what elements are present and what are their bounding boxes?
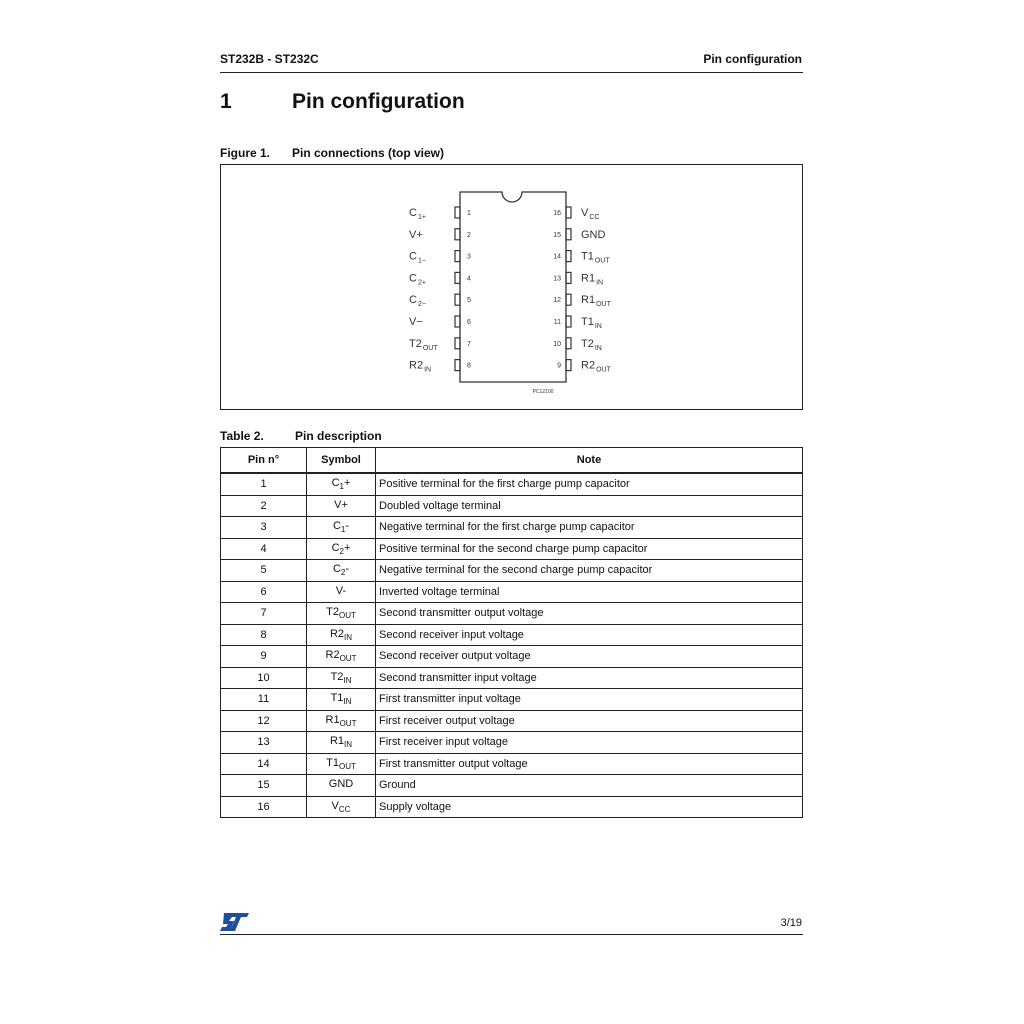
note-cell: First transmitter input voltage	[376, 689, 803, 711]
table-caption	[220, 429, 382, 443]
pin-label	[409, 294, 426, 308]
symbol-subscript: OUT	[339, 654, 357, 664]
note-cell: First transmitter output voltage	[376, 753, 803, 775]
pin-label-base: V−	[409, 316, 423, 328]
symbol-base: C	[332, 520, 341, 533]
symbol-subscript: OUT	[338, 761, 356, 771]
table-row	[221, 517, 803, 539]
pin-label-base: T1	[581, 316, 594, 328]
pin-lead	[455, 229, 460, 240]
pin-lead	[566, 360, 571, 371]
table-row	[221, 796, 803, 818]
pin-lead	[455, 207, 460, 218]
pin-number-cell: 14	[221, 753, 307, 775]
pin-number-cell: 2	[221, 495, 307, 517]
table-row	[221, 646, 803, 668]
table-row	[221, 753, 803, 775]
pin-label-subscript: IN	[424, 366, 432, 374]
pin-label-subscript: OUT	[594, 257, 610, 265]
table-row	[221, 538, 803, 560]
pin-label	[581, 316, 602, 330]
symbol-cell	[307, 517, 376, 539]
pin-number: 7	[467, 340, 471, 348]
pin-number-cell: 9	[221, 646, 307, 668]
symbol-base: C	[331, 541, 340, 554]
pin-number: 5	[467, 297, 471, 305]
pin-label	[409, 360, 431, 374]
pin-number-cell: 1	[221, 473, 307, 495]
note-cell: First receiver output voltage	[376, 710, 803, 732]
symbol-cell	[307, 624, 376, 646]
pin-label-subscript: 1−	[417, 257, 426, 265]
pin-lead	[566, 272, 571, 283]
pin-number: 11	[553, 319, 561, 326]
note-cell: First receiver input voltage	[376, 732, 803, 754]
symbol-subscript: 1	[339, 482, 344, 492]
pin-lead	[566, 229, 571, 240]
table-row	[221, 710, 803, 732]
st-logo-icon	[220, 912, 250, 932]
pin-number-cell: 11	[221, 689, 307, 711]
footer-rule	[220, 934, 803, 935]
note-cell: Second transmitter output voltage	[376, 603, 803, 625]
table-label: Table 2.	[220, 429, 264, 443]
note-cell: Positive terminal for the second charge pump capacitor	[376, 538, 803, 560]
pin-lead	[566, 294, 571, 305]
page-number: 3/19	[780, 917, 802, 929]
pin-label-base: R1	[581, 294, 596, 307]
figure-label: Figure 1.	[220, 146, 271, 160]
note-cell: Negative terminal for the second charge pump capacitor	[376, 560, 803, 582]
pin-number-cell: 5	[221, 560, 307, 582]
pin-label-subscript: IN	[594, 323, 602, 330]
table-row	[221, 775, 803, 797]
pin-number-cell: 16	[221, 796, 307, 818]
pin-label	[409, 251, 426, 265]
table-row	[221, 732, 803, 754]
table-title: Pin description	[295, 429, 382, 443]
symbol-base: T1	[330, 692, 344, 705]
pin-label-subscript: OUT	[422, 344, 438, 352]
pin-label-subscript: OUT	[596, 301, 611, 309]
symbol-suffix: +	[343, 541, 351, 554]
pin-lead	[455, 360, 460, 371]
symbol-base: R1	[329, 735, 345, 748]
pin-label-base: R1	[581, 272, 596, 285]
pin-number: 14	[553, 253, 561, 261]
symbol-subscript: IN	[344, 740, 353, 750]
note-cell: Positive terminal for the first charge pump capacitor	[376, 473, 803, 495]
symbol-base: T2	[326, 606, 339, 619]
pin-number: 13	[553, 275, 561, 283]
symbol-cell	[307, 775, 376, 797]
symbol-cell	[307, 753, 376, 775]
pin-lead	[455, 272, 460, 283]
note-cell: Second receiver output voltage	[376, 646, 803, 668]
note-cell: Second receiver input voltage	[376, 624, 803, 646]
symbol-base: T2	[330, 670, 344, 683]
symbol-subscript: IN	[344, 632, 353, 642]
symbol-base: R2	[329, 627, 345, 640]
symbol-subscript: OUT	[339, 718, 357, 728]
symbol-base: R2	[325, 649, 340, 662]
section-number: 1	[220, 90, 232, 113]
table-row	[221, 689, 803, 711]
note-cell: Supply voltage	[376, 796, 803, 818]
symbol-cell	[307, 603, 376, 625]
symbol-subscript: OUT	[338, 611, 356, 621]
symbol-subscript: 2	[339, 546, 344, 556]
header-note: Note	[376, 448, 803, 474]
note-cell: Inverted voltage terminal	[376, 581, 803, 603]
pin-label-base: T2	[581, 337, 594, 350]
pin-number-cell: 3	[221, 517, 307, 539]
table-row	[221, 667, 803, 689]
pin-number-cell: 4	[221, 538, 307, 560]
pin-label	[581, 272, 603, 286]
table-row	[221, 624, 803, 646]
symbol-subscript: IN	[343, 697, 352, 707]
symbol-subscript: 2	[340, 568, 346, 578]
pin-number: 3	[467, 253, 471, 261]
symbol-base: GND	[328, 778, 354, 791]
pin-label	[581, 360, 612, 374]
pin-label-base: R2	[409, 359, 424, 372]
pin-lead	[455, 294, 460, 305]
pin-label	[409, 229, 423, 241]
pin-label-base: R2	[581, 359, 596, 372]
pin-label	[409, 338, 438, 352]
pin-label-subscript: OUT	[596, 366, 611, 374]
pin-number: 10	[553, 340, 561, 348]
pin-lead	[566, 251, 571, 262]
note-cell: Doubled voltage terminal	[376, 495, 803, 517]
symbol-cell	[307, 689, 376, 711]
note-cell: Negative terminal for the first charge pump capacitor	[376, 517, 803, 539]
pin-label-base: T1	[581, 250, 594, 263]
pin-label	[581, 338, 602, 352]
table-row	[221, 603, 803, 625]
pin-number: 12	[553, 297, 561, 305]
pin-label	[409, 207, 426, 221]
pin-label	[409, 272, 426, 286]
running-header-section: Pin configuration	[703, 52, 802, 66]
symbol-base: C	[331, 477, 340, 490]
pin-label-base: C	[409, 250, 417, 263]
pin-label-subscript: 1+	[417, 214, 426, 221]
symbol-cell	[307, 538, 376, 560]
pin-label-base: V+	[409, 228, 423, 241]
pin-lead	[455, 316, 460, 327]
symbol-base: R1	[325, 713, 340, 726]
symbol-base: V	[331, 799, 339, 812]
pin-number: 9	[557, 362, 561, 370]
pin-lead	[455, 251, 460, 262]
pin-diagram	[0, 0, 1024, 420]
running-header-title: ST232B - ST232C	[220, 52, 319, 66]
pin-number-cell: 10	[221, 667, 307, 689]
symbol-cell	[307, 646, 376, 668]
pin-number-cell: 12	[221, 710, 307, 732]
table-row	[221, 473, 803, 495]
symbol-suffix: -	[345, 520, 350, 533]
symbol-subscript: CC	[338, 804, 351, 814]
pin-number-cell: 8	[221, 624, 307, 646]
pin-number: 8	[467, 362, 471, 370]
pin-label-base: T2	[409, 337, 422, 350]
table-row	[221, 560, 803, 582]
pin-label	[409, 316, 423, 328]
symbol-base: C	[332, 563, 341, 576]
symbol-cell	[307, 581, 376, 603]
pin-label	[581, 251, 610, 265]
pin-number: 2	[467, 231, 471, 239]
pin-label-base: GND	[581, 228, 606, 241]
pin-label-subscript: IN	[596, 279, 604, 287]
pin-number-cell: 6	[221, 581, 307, 603]
table-header-row	[221, 448, 803, 474]
header-pin: Pin n°	[221, 448, 307, 474]
pin-label-base: C	[409, 272, 417, 285]
pin-label-base: C	[409, 294, 417, 307]
pin-number: 1	[467, 210, 471, 217]
symbol-suffix: +	[343, 477, 351, 490]
pin-label-subscript: 2+	[417, 279, 426, 287]
pin-number: 4	[467, 275, 471, 283]
symbol-cell	[307, 495, 376, 517]
symbol-cell	[307, 473, 376, 495]
symbol-cell	[307, 796, 376, 818]
figure-code: PC12100	[532, 389, 554, 395]
pin-description-table	[220, 447, 803, 818]
header-symbol: Symbol	[307, 448, 376, 474]
symbol-base: V-	[335, 584, 347, 597]
table-row	[221, 495, 803, 517]
pin-lead	[455, 338, 460, 349]
symbol-base: V+	[334, 498, 348, 511]
pin-number: 16	[553, 210, 561, 217]
symbol-cell	[307, 560, 376, 582]
note-cell: Ground	[376, 775, 803, 797]
note-cell: Second transmitter input voltage	[376, 667, 803, 689]
symbol-base: T1	[326, 756, 339, 769]
symbol-suffix: -	[345, 563, 350, 576]
pin-number: 15	[553, 231, 561, 239]
pin-label-subscript: IN	[594, 344, 602, 352]
pin-number: 6	[467, 319, 471, 326]
symbol-subscript: 1	[340, 525, 346, 535]
pin-label-subscript: CC	[589, 214, 600, 221]
section-title: Pin configuration	[292, 90, 465, 113]
pin-label-subscript: 2−	[417, 301, 426, 309]
symbol-cell	[307, 710, 376, 732]
table-row	[221, 581, 803, 603]
pin-number-cell: 15	[221, 775, 307, 797]
pin-label-base: C	[409, 207, 417, 219]
symbol-cell	[307, 732, 376, 754]
symbol-cell	[307, 667, 376, 689]
pin-label	[581, 229, 606, 241]
pin-number-cell: 7	[221, 603, 307, 625]
pin-number-cell: 13	[221, 732, 307, 754]
chip-body	[460, 192, 566, 382]
pin-label	[581, 294, 612, 308]
pin-lead	[566, 316, 571, 327]
pin-label-base: V	[581, 207, 589, 219]
pin-lead	[566, 338, 571, 349]
pin-label	[581, 207, 599, 221]
symbol-subscript: IN	[343, 675, 352, 685]
figure-title: Pin connections (top view)	[292, 146, 445, 160]
pin-lead	[566, 207, 571, 218]
